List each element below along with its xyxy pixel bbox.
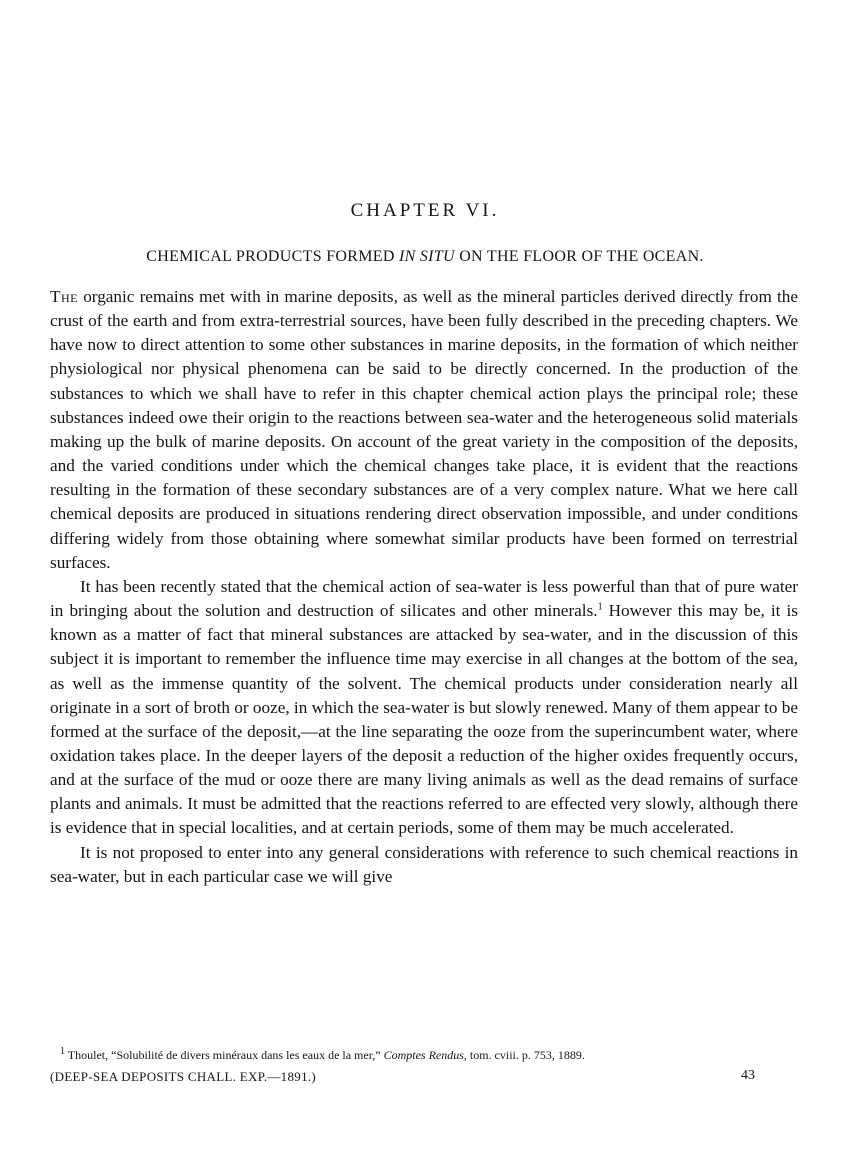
footnote <box>60 1048 800 1063</box>
subtitle-italic: IN SITU <box>398 248 455 265</box>
page-number: 43 <box>741 1068 755 1083</box>
paragraph-2 <box>50 575 798 841</box>
signature-line <box>50 1069 750 1085</box>
footnote-reference: 1 <box>597 601 603 613</box>
printer-signature: (DEEP-SEA DEPOSITS CHALL. EXP.—1891.) <box>50 1069 317 1084</box>
paragraph-2-text-b: However this may be, it is known as a matter of fact that mineral substances are attacked by sea-water, and in the discussion of this subject it is important to remember the influence time may exercise in all changes at the bottom of the sea, as well as the immense quantity of the solvent. The chemical products under consideration nearly all originate in a sort of broth or ooze, in which the sea-water is but slowly renewed. Many of them appear to be formed at the surface of the deposit,—at the line separating the ooze from the superincumbent water, where oxidation takes place. In the deeper layers of the deposit a reduction of the higher oxides frequently occurs, and at the surface of the mud or ooze there are many living animals as well as the dead remains of surface plants and animals. It must be admitted that the reactions referred to are effected very slowly, although there is evidence that in special localities, and at certain periods, some of them may be much accelerated. <box>50 601 798 838</box>
paragraph-3 <box>50 841 798 889</box>
chapter-subtitle <box>60 248 790 266</box>
footnote-text-b: tom. cviii. p. 753, 1889. <box>469 1048 585 1062</box>
footnote-mark: 1 <box>60 1046 65 1057</box>
paragraph-lead-word: The <box>50 287 78 306</box>
paragraph-2-text-a: It has been recently stated that the chemical action of sea-water is less powerful than that of pure water in bringing about the solution and destruction of silicates and other minerals. <box>50 576 798 621</box>
chapter-heading: CHAPTER VI. <box>350 200 500 221</box>
body-text <box>50 285 798 889</box>
footnote-journal: Comptes Rendus, <box>383 1048 467 1062</box>
subtitle-part-1: CHEMICAL PRODUCTS FORMED <box>146 248 395 265</box>
footnote-text-a: Thoulet, “Solubilité de divers minéraux dans les eaux de la mer,” <box>67 1048 381 1062</box>
paragraph-3-text: It is not proposed to enter into any general considerations with reference to such chemical reactions in sea-water, but in each particular case we will give <box>50 842 798 886</box>
paragraph-1-text: organic remains met with in marine deposits, as well as the mineral particles derived directly from the crust of the earth and from extra-terrestrial sources, have been fully described in the preceding chapters. We have now to direct attention to some other substances in marine deposits, in the formation of which neither physiological nor physical phenomena can be said to be directly concerned. In the production of the substances to which we shall have to refer in this chapter chemical action plays the principal role; these substances indeed owe their origin to the reactions between sea-water and the heterogeneous solid materials making up the bulk of marine deposits. On account of the great variety in the composition of the deposits, and the varied conditions under which the chemical changes take place, it is evident that the reactions resulting in the formation of these secondary substances are of a very complex nature. What we here call chemical deposits are produced in situations rendering direct observation impossible, and under conditions differing widely from those obtaining where somewhat similar products have been formed on terrestrial surfaces. <box>50 287 799 572</box>
subtitle-part-2: ON THE FLOOR OF THE OCEAN. <box>459 248 704 265</box>
paragraph-1 <box>50 285 798 575</box>
